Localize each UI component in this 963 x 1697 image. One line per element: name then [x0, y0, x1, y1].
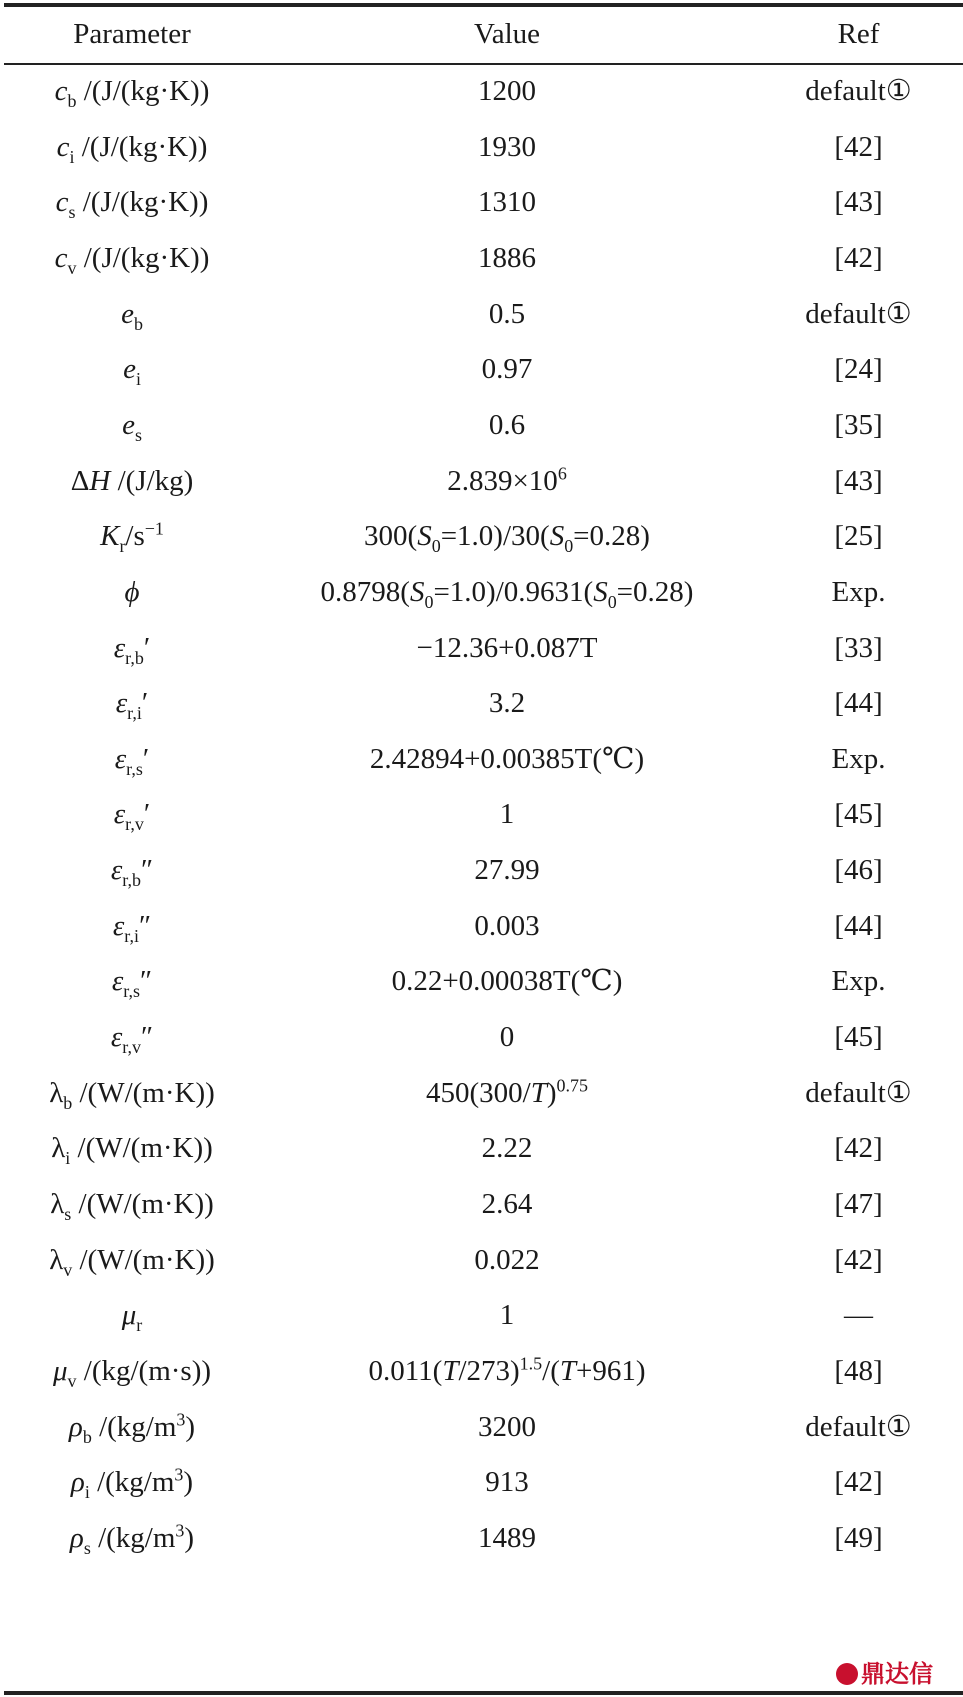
- cell-value: 0.5: [488, 297, 526, 330]
- watermark-text: 鼎达信: [861, 1660, 933, 1688]
- cell-ref: [48]: [834, 1354, 883, 1387]
- cell-ref: default①: [805, 1410, 912, 1443]
- cell-value: 0.22+0.00038T(℃): [391, 965, 623, 998]
- table-row: [4, 284, 963, 344]
- cell-parameter: $\mu_v$ /(kg/(m·s)): [52, 1354, 212, 1391]
- cell-ref: [42]: [834, 1243, 883, 1276]
- table-row: [4, 896, 963, 956]
- cell-parameter: $\lambda_i$ /(W/(m·K)): [51, 1132, 213, 1169]
- table-row: [4, 339, 963, 399]
- table-row: [4, 1063, 963, 1123]
- cell-value: 2.64: [481, 1188, 533, 1220]
- cell-ref: [42]: [834, 130, 883, 163]
- cell-value: $0.8798(S_0=1.0)/0.9631(S_0=0.28)$: [320, 575, 694, 612]
- cell-ref: [42]: [834, 1132, 883, 1165]
- cell-parameter: $\varepsilon_{r,s}'$: [114, 742, 150, 779]
- cell-ref: [47]: [834, 1188, 883, 1220]
- cell-parameter: $e_s$: [122, 408, 142, 445]
- cell-ref: [45]: [834, 798, 883, 831]
- cell-parameter: $\rho_i$ $/(kg/m^3)$: [70, 1464, 194, 1503]
- cell-parameter: $\lambda_v$ /(W/(m·K)): [49, 1243, 215, 1280]
- cell-parameter: ΔH /(J/kg): [70, 464, 194, 497]
- cell-ref: Exp.: [831, 742, 886, 775]
- table-row: [4, 951, 963, 1011]
- cell-ref: [49]: [834, 1521, 883, 1554]
- table-row: [4, 562, 963, 622]
- cell-ref: [42]: [834, 241, 883, 274]
- table-row: [4, 729, 963, 789]
- cell-ref: [35]: [834, 408, 883, 441]
- cell-parameter: $\lambda_s$ /(W/(m·K)): [50, 1188, 214, 1224]
- cell-parameter: $c_i$ /(J/(kg·K)): [56, 130, 208, 167]
- cell-ref: [45]: [834, 1021, 883, 1054]
- cell-parameter: $c_v$ /(J/(kg·K)): [54, 241, 210, 278]
- cell-value: 0.6: [488, 408, 526, 441]
- cell-value: 0: [499, 1021, 515, 1054]
- cell-parameter: $c_s$ /(J/(kg·K)): [55, 186, 209, 223]
- cell-value: $450(300/T)^{0.75}$: [426, 1075, 588, 1109]
- watermark-icon: [836, 1663, 858, 1685]
- cell-ref: —: [844, 1299, 873, 1332]
- cell-ref: [44]: [834, 687, 883, 720]
- table-row: [4, 61, 963, 121]
- cell-ref: Exp.: [831, 575, 886, 608]
- header-parameter: Parameter: [73, 18, 191, 50]
- cell-ref: [24]: [834, 353, 883, 386]
- cell-parameter: $\varepsilon_{r,b}''$: [110, 854, 154, 890]
- cell-ref: default①: [805, 1076, 912, 1109]
- table-row: [4, 1007, 963, 1067]
- table-row: [4, 1397, 963, 1457]
- table-row: [4, 1508, 963, 1568]
- table-row: [4, 1285, 963, 1345]
- cell-parameter: $\mu_r$: [121, 1299, 143, 1336]
- header-ref: Ref: [837, 18, 880, 50]
- cell-value: 1489: [478, 1521, 536, 1554]
- table-row: [4, 117, 963, 177]
- cell-value: 2.42894+0.00385T(℃): [369, 742, 645, 775]
- cell-value: 0.97: [481, 353, 533, 386]
- cell-parameter: $K_r/s^{-1}$: [100, 518, 164, 556]
- cell-ref: [42]: [834, 1466, 883, 1499]
- cell-parameter: $\varepsilon_{r,v}''$: [110, 1021, 154, 1057]
- cell-value: 1: [499, 1299, 515, 1332]
- table-row: [4, 618, 963, 678]
- table-row: [4, 1452, 963, 1512]
- table-row: [4, 172, 963, 232]
- cell-value: 1930: [478, 130, 536, 163]
- cell-value: 1: [499, 798, 515, 831]
- cell-ref: [43]: [834, 464, 883, 497]
- table-row: [4, 228, 963, 288]
- cell-value: 2.22: [481, 1132, 533, 1165]
- table-row: [4, 673, 963, 733]
- cell-value: 3.2: [488, 687, 526, 720]
- table-row: [4, 840, 963, 900]
- table-row: [4, 1118, 963, 1178]
- cell-parameter: $\varepsilon_{r,v}'$: [113, 798, 151, 835]
- table-row: [4, 1341, 963, 1401]
- cell-parameter: $\varepsilon_{r,i}''$: [112, 909, 152, 946]
- cell-ref: Exp.: [831, 965, 886, 998]
- table-row: [4, 784, 963, 844]
- cell-ref: [33]: [834, 631, 883, 664]
- table-row: [4, 506, 963, 566]
- cell-parameter: $\varepsilon_{r,i}'$: [115, 687, 149, 723]
- cell-value: 913: [485, 1466, 529, 1499]
- cell-ref: [46]: [834, 854, 883, 887]
- cell-parameter: $\varepsilon_{r,b}'$: [113, 631, 151, 668]
- table-row: [4, 451, 963, 511]
- cell-value: 27.99: [474, 854, 540, 887]
- cell-value: −12.36+0.087T: [416, 631, 598, 664]
- cell-parameter: $e_i$: [123, 353, 141, 390]
- table-row: [4, 1230, 963, 1290]
- cell-ref: default①: [805, 75, 912, 107]
- cell-parameter: $\lambda_b$ /(W/(m·K)): [49, 1076, 215, 1113]
- cell-value: 1886: [478, 241, 536, 274]
- cell-value: $300(S_0=1.0)/30(S_0=0.28)$: [364, 520, 650, 556]
- cell-ref: [43]: [834, 186, 883, 219]
- cell-parameter: $c_b$ /(J/(kg·K)): [54, 75, 210, 111]
- header-value: Value: [473, 18, 541, 50]
- cell-value: $2.839\times 10^6$: [447, 462, 567, 497]
- cell-value: 0.003: [474, 909, 540, 942]
- cell-value: $0.011(T/273)^{1.5}/(T+961)$: [368, 1353, 646, 1387]
- cell-parameter: $\rho_s$ $/(kg/m^3)$: [69, 1520, 195, 1558]
- table-bottom-rule: [4, 1691, 963, 1695]
- cell-value: 0.022: [474, 1243, 540, 1276]
- cell-ref: default①: [805, 297, 912, 330]
- cell-parameter: $\varepsilon_{r,s}''$: [111, 965, 153, 1002]
- cell-value: 1200: [478, 75, 536, 107]
- table-row: [4, 395, 963, 455]
- table-row: [4, 1174, 963, 1234]
- cell-ref: [25]: [834, 520, 883, 553]
- cell-ref: [44]: [834, 909, 883, 942]
- cell-parameter: ϕ: [124, 575, 140, 608]
- watermark-logo: [834, 1657, 935, 1691]
- cell-value: 1310: [478, 186, 536, 219]
- cell-value: 3200: [478, 1410, 536, 1443]
- cell-parameter: $e_b$: [121, 297, 143, 334]
- table-header-row: [4, 4, 963, 64]
- cell-parameter: $\rho_b$ $/(kg/m^3)$: [68, 1408, 196, 1447]
